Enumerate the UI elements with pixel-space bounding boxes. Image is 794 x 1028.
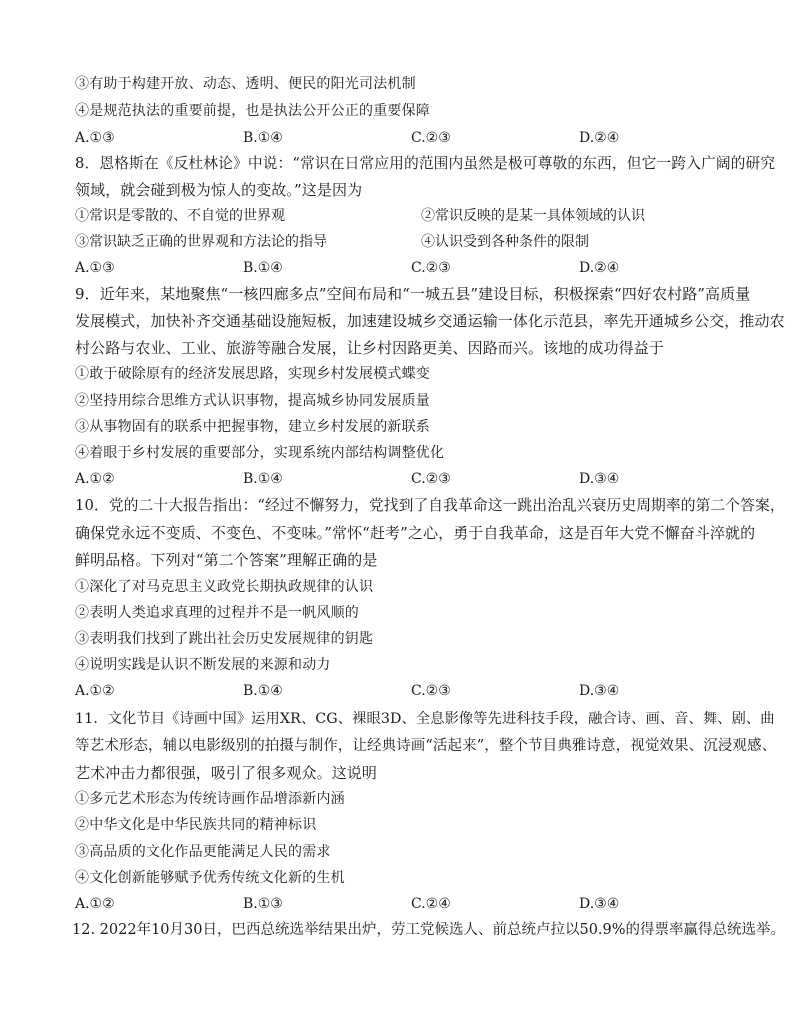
q11-statement-4: ④文化创新能够赋予优秀传统文化新的生机 — [75, 870, 345, 886]
q10-statement-1: ①深化了对马克思主义政党长期执政规律的认识 — [75, 579, 374, 595]
q8-stem-line-2: 领域，就会碰到极为惊人的变故。”这是因为 — [75, 181, 363, 199]
q11-options — [75, 894, 715, 914]
q11-stem-line-2: 等艺术形态，辅以电影级别的拍摄与制作，让经典诗画“活起来”，整个节目典雅诗意，视觉效果、沉浸观感、 — [75, 738, 777, 754]
q11-stem-line-1: 11．文化节目《诗画中国》运用XR、CG、裸眼3D、全息影像等先进科技手段，融合诗、画、音、舞、剧、曲 — [75, 711, 775, 727]
q8-statements-row-2 — [75, 232, 715, 252]
q8-options — [75, 258, 715, 278]
q11-option-a[interactable]: A.①② — [75, 896, 115, 912]
q8-statements-row-1 — [75, 206, 715, 226]
q11-stem-line-3: 艺术冲击力都很强，吸引了很多观众。这说明 — [75, 764, 378, 782]
q9-options — [75, 469, 715, 489]
q10-stem-line-3: 鲜明品格。下列对“第二个答案”理解正确的是 — [75, 551, 378, 569]
q8-option-a[interactable]: A.①③ — [75, 260, 115, 276]
q7-option-a[interactable]: A.①③ — [75, 130, 115, 146]
q9-stem-line-1: 9．近年来，某地聚焦“一核四廊多点”空间布局和“一城五县”建设目标，积极探索“四好农村路”高质量 — [75, 285, 751, 303]
q8-statement-2: ②常识反映的是某一具体领域的认识 — [421, 208, 645, 224]
q7-option-d[interactable]: D.②④ — [579, 130, 620, 146]
q10-stem-line-2: 确保党永远不变质、不变色、不变味。”常怀“赶考”之心，勇于自我革命，这是百年大党不懈奋斗淬就的 — [75, 524, 756, 542]
q10-stem-line-1: 10．党的二十大报告指出：“经过不懈努力，党找到了自我革命这一跳出治乱兴衰历史周期率的第二个答案， — [75, 497, 785, 514]
q9-stem-line-2: 发展模式，加快补齐交通基础设施短板，加速建设城乡交通运输一体化示范县，率先开通城乡公交，推动农 — [75, 312, 785, 330]
q9-statement-4: ④着眼于乡村发展的重要部分，实现系统内部结构调整优化 — [75, 445, 445, 461]
q7-option-c[interactable]: C.②③ — [411, 130, 451, 146]
q10-option-a[interactable]: A.①② — [75, 683, 115, 699]
q8-option-b[interactable]: B.①④ — [243, 260, 283, 276]
q7-option-b[interactable]: B.①④ — [243, 130, 283, 146]
q11-option-c[interactable]: C.②④ — [411, 896, 451, 912]
q11-option-d[interactable]: D.③④ — [579, 896, 620, 912]
q9-option-c[interactable]: C.②③ — [411, 471, 451, 487]
q7-statement-3: ③有助于构建开放、动态、透明、便民的阳光司法机制 — [75, 76, 416, 92]
q11-option-b[interactable]: B.①③ — [243, 896, 283, 912]
q8-statement-3: ③常识缺乏正确的世界观和方法论的指导 — [75, 234, 327, 250]
q10-statement-4: ④说明实践是认识不断发展的来源和动力 — [75, 657, 331, 673]
q9-statement-2: ②坚持用综合思维方式认识事物，提高城乡协同发展质量 — [75, 393, 430, 409]
q8-option-c[interactable]: C.②③ — [411, 260, 451, 276]
q8-statement-1: ①常识是零散的、不自觉的世界观 — [75, 208, 285, 224]
q8-option-d[interactable]: D.②④ — [579, 260, 620, 276]
q8-statement-4: ④认识受到各种条件的限制 — [421, 234, 589, 250]
q9-statement-3: ③从事物固有的联系中把握事物，建立乡村发展的新联系 — [75, 419, 430, 435]
q7-options — [75, 128, 715, 148]
q10-options — [75, 681, 715, 701]
q7-statement-4: ④是规范执法的重要前提，也是执法公开公正的重要保障 — [75, 103, 430, 119]
q10-statement-2: ②表明人类追求真理的过程并不是一帆风顺的 — [75, 605, 359, 621]
q9-stem-line-3: 村公路与农业、工业、旅游等融合发展，让乡村因路更美、因路而兴。该地的成功得益于 — [75, 339, 664, 357]
q10-statement-3: ③表明我们找到了跳出社会历史发展规律的钥匙 — [75, 631, 374, 647]
q10-option-c[interactable]: C.②③ — [411, 683, 451, 699]
q9-statement-1: ①敢于破除原有的经济发展思路，实现乡村发展模式蝶变 — [75, 366, 430, 382]
q9-option-d[interactable]: D.③④ — [579, 471, 620, 487]
q8-stem-line-1: 8．恩格斯在《反杜林论》中说：“常识在日常应用的范围内虽然是极可尊敬的东西，但它一跨入广阔的研究 — [75, 155, 776, 172]
q10-option-b[interactable]: B.①④ — [243, 683, 283, 699]
q11-statement-1: ①多元艺术形态为传统诗画作品增添新内涵 — [75, 791, 345, 807]
q9-option-b[interactable]: B.①④ — [243, 471, 283, 487]
q11-statement-2: ②中华文化是中华民族共同的精神标识 — [75, 817, 317, 833]
q11-statement-3: ③高品质的文化作品更能满足人民的需求 — [75, 844, 331, 860]
q9-option-a[interactable]: A.①② — [75, 471, 115, 487]
q10-option-d[interactable]: D.③④ — [579, 683, 620, 699]
q12-stem-line-1: 12. 2022年10月30日，巴西总统选举结果出炉，劳工党候选人、前总统卢拉以50.9%的得票率赢得总统选举。 — [72, 922, 786, 938]
